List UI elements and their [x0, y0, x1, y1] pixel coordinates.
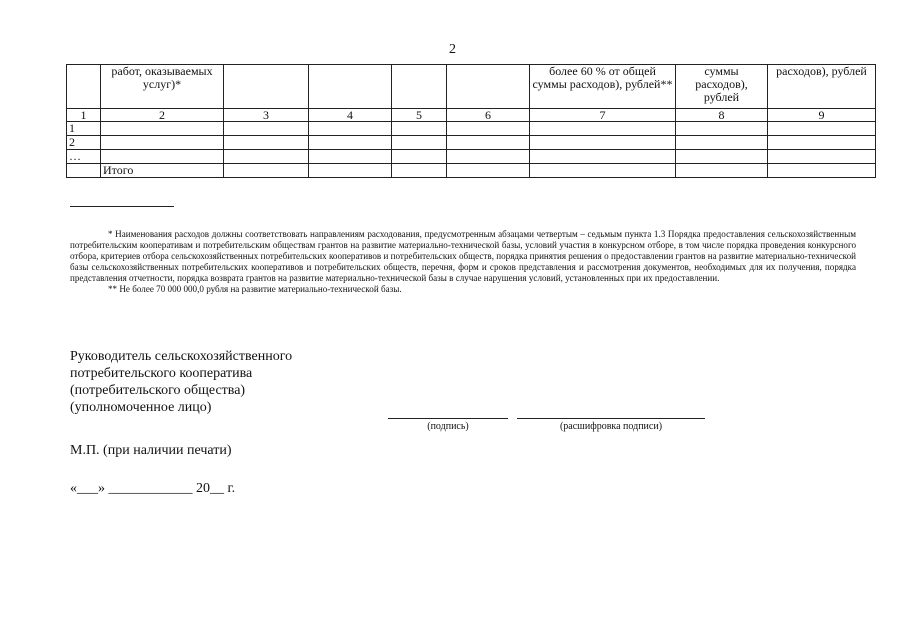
signature-line [388, 418, 508, 419]
column-number: 3 [224, 109, 309, 122]
table-cell [392, 122, 447, 136]
table-cell [224, 164, 309, 178]
table-cell [447, 164, 530, 178]
column-number: 1 [67, 109, 101, 122]
table-cell [224, 150, 309, 164]
signer-line: потребительского кооператива [70, 366, 253, 381]
header-cell [224, 65, 309, 109]
table-cell [309, 122, 392, 136]
table-cell: 1 [67, 122, 101, 136]
table-cell [768, 122, 876, 136]
table-row [67, 150, 876, 164]
column-number: 4 [309, 109, 392, 122]
table-cell [67, 164, 101, 178]
date-line: «___» ____________ 20__ г. [70, 481, 236, 496]
table-cell [676, 164, 768, 178]
footnotes [70, 229, 856, 295]
column-number: 2 [101, 109, 224, 122]
header-cell [67, 65, 101, 109]
footnote-separator [70, 206, 174, 207]
table-cell [309, 164, 392, 178]
header-cell [309, 65, 392, 109]
table-cell [447, 136, 530, 150]
table-cell [768, 136, 876, 150]
table-cell: … [67, 150, 101, 164]
table-cell [447, 150, 530, 164]
signer-block [70, 348, 292, 416]
page-number: 2 [449, 42, 456, 57]
table-cell [530, 122, 676, 136]
table-cell [224, 136, 309, 150]
column-number: 5 [392, 109, 447, 122]
total-label: Итого [101, 164, 224, 178]
header-cell: работ, оказываемых услуг)* [101, 65, 224, 109]
footnote-1: * Наименования расходов должны соответствовать направлениям расходования, предусмотренным абзацами четвертым – седьмым пункта 1.3 Порядка предоставления сельскохозяйственным потребительским кооперативам и потребительским обществам грантов на развитие материально-технической базы, условий участия в конкурсном отборе, в том числе порядка проведения конкурсного отбора, критериев отбора сельскохозяйственных потребительских кооперативов и потребительских обществ, порядка принятия решения о предоставлении грантов на развитие материально-технической базы сельскохозяйственных потребительских кооперативов и потребительских обществ, перечня, форм и сроков представления и рассмотрения документов, необходимых для их получения, порядка представления отчетности, порядка возврата грантов на развитие материально-технической базы в случае нарушения условий, установленных при их предоставлении. [70, 229, 856, 283]
table-row [67, 136, 876, 150]
header-cell [447, 65, 530, 109]
name-decode-caption: (расшифровка подписи) [559, 421, 663, 432]
column-numbers-row [67, 109, 876, 122]
table-cell [676, 150, 768, 164]
name-decode-line [517, 418, 705, 419]
expenses-table [66, 64, 876, 178]
table-cell [447, 122, 530, 136]
signer-line: (уполномоченное лицо) [70, 400, 212, 415]
table-cell [224, 122, 309, 136]
column-number: 8 [676, 109, 768, 122]
table-cell [768, 164, 876, 178]
table-cell [530, 136, 676, 150]
stamp-placeholder: М.П. (при наличии печати) [70, 443, 232, 458]
signer-line: (потребительского общества) [70, 383, 246, 398]
table-cell [676, 122, 768, 136]
header-cell: более 60 % от общей суммы расходов), рублей** [530, 65, 676, 109]
header-cell: суммы расходов), рублей [676, 65, 768, 109]
header-cell [392, 65, 447, 109]
table-cell [309, 150, 392, 164]
table-cell [392, 150, 447, 164]
table-cell [530, 150, 676, 164]
table-cell [101, 150, 224, 164]
header-cell: расходов), рублей [768, 65, 876, 109]
column-number: 7 [530, 109, 676, 122]
table-cell [101, 136, 224, 150]
table-cell: 2 [67, 136, 101, 150]
footnote-2: ** Не более 70 000 000,0 рубля на развитие материально-технической базы. [108, 284, 402, 294]
table-cell [101, 122, 224, 136]
total-row [67, 164, 876, 178]
table-cell [392, 164, 447, 178]
signer-line: Руководитель сельскохозяйственного [70, 349, 293, 364]
table-cell [392, 136, 447, 150]
column-number: 9 [768, 109, 876, 122]
column-number: 6 [447, 109, 530, 122]
table-cell [676, 136, 768, 150]
table-cell [530, 164, 676, 178]
table-row [67, 122, 876, 136]
table-cell [309, 136, 392, 150]
signature-caption: (подпись) [427, 421, 469, 432]
table-cell [768, 150, 876, 164]
table-header-row [67, 65, 876, 109]
